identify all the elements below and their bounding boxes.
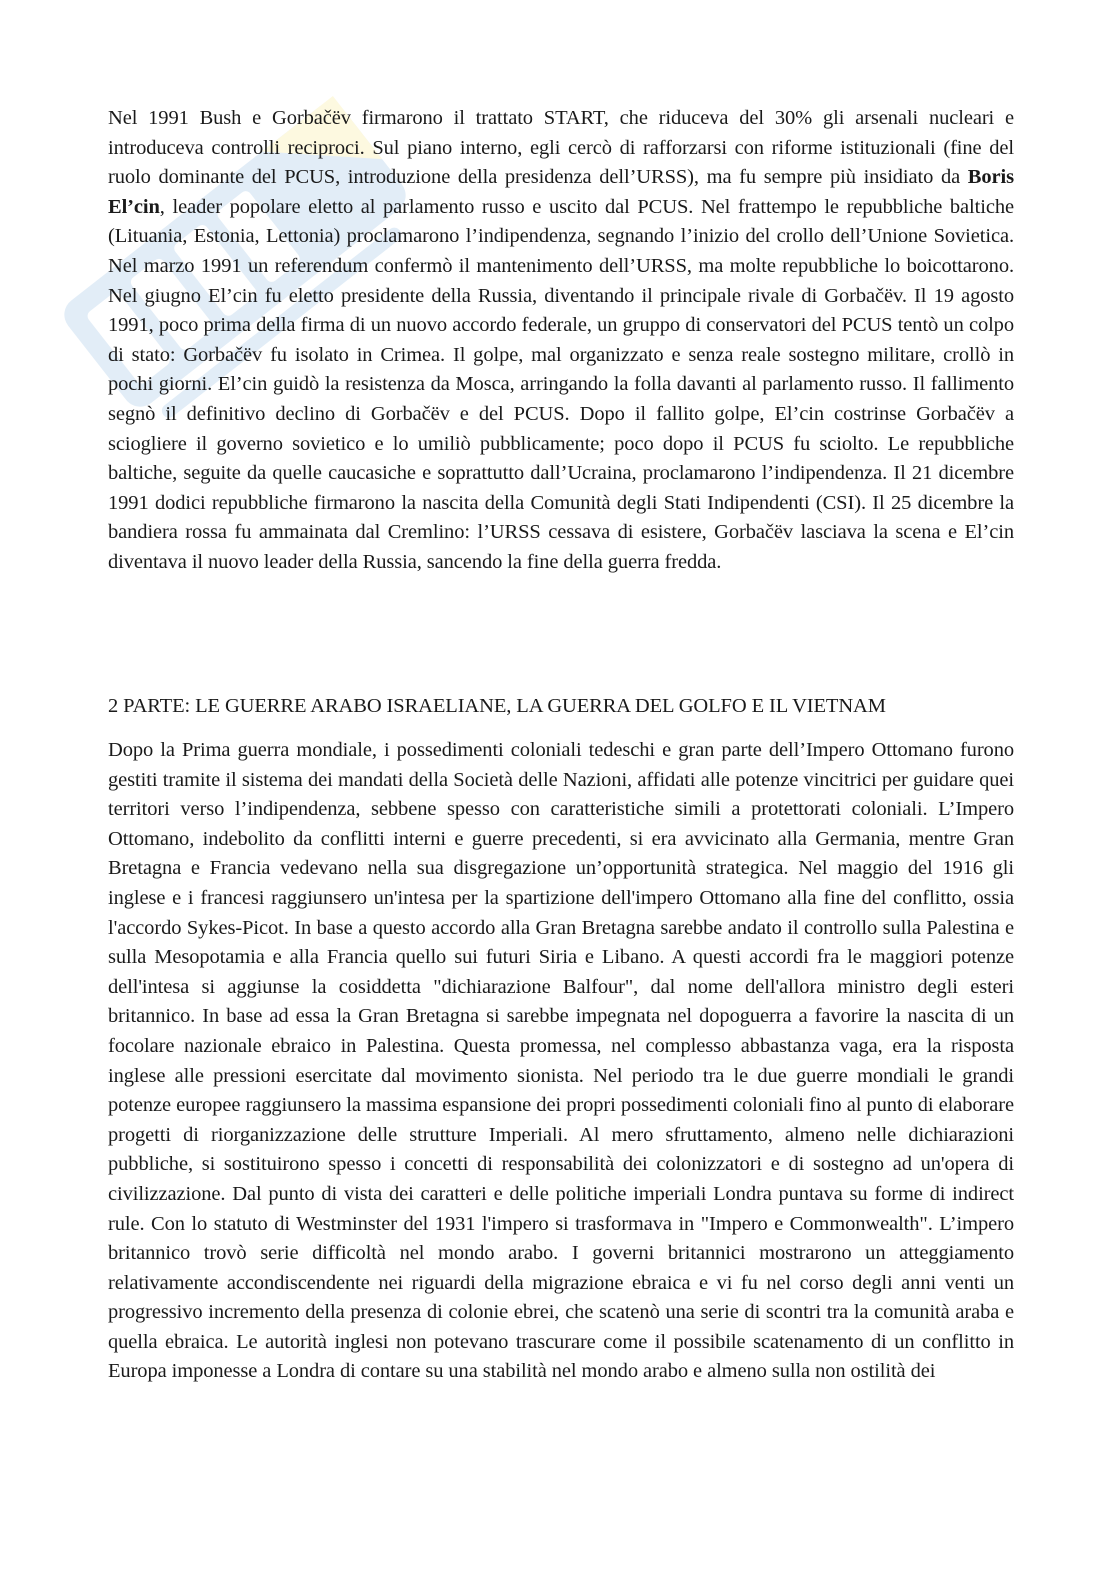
section-heading: 2 PARTE: LE GUERRE ARABO ISRAELIANE, LA GUERRA DEL GOLFO E IL VIETNAM bbox=[108, 695, 886, 717]
paragraph-1 bbox=[108, 104, 1014, 578]
paragraph-1-bold-name: Boris El’cin bbox=[108, 166, 1014, 218]
paragraph-2: Dopo la Prima guerra mondiale, i possedimenti coloniali tedeschi e gran parte dell’Impero Ottomano furono gestiti tramite il sistema dei mandati della Società delle Nazioni, affidati alle potenze vincitrici per guidare quei territori verso l’indipendenza, sebbene spesso con caratteristiche simili a protettorati coloniali. L’Impero Ottomano, indebolito da conflitti interni e guerre precedenti, si era avvicinato alla Germania, mentre Gran Bretagna e Francia vedevano nella sua disgregazione un’opportunità strategica. Nel maggio del 1916 gli inglese e i francesi raggiunsero un'intesa per la spartizione dell'impero Ottomano alla fine del conflitto, ossia l'accordo Sykes-Picot. In base a questo accordo alla Gran Bretagna sarebbe andato il controllo sulla Palestina e sulla Mesopotamia e alla Francia quello sui futuri Siria e Libano. A questi accordi fra le maggiori potenze dell'intesa si aggiunse la cosiddetta "dichiarazione Balfour", dal nome dell'allora ministro degli esteri britannico. In base ad essa la Gran Bretagna si sarebbe impegnata nel dopoguerra a favorire la nascita di un focolare nazionale ebraico in Palestina. Questa promessa, nel complesso abbastanza vaga, era la risposta inglese alle pressioni esercitate dal movimento sionista. Nel periodo tra le due guerre mondiali le grandi potenze europee raggiunsero la massima espansione dei propri possedimenti coloniali fino al punto di elaborare progetti di riorganizzazione delle strutture Imperiali. Al mero sfruttamento, almeno nelle dichiarazioni pubbliche, si sostituirono spesso i concetti di responsabilità dei colonizzatori e di sostegno ad un'opera di civilizzazione. Dal punto di vista dei caratteri e delle politiche imperiali Londra puntava su forme di indirect rule. Con lo statuto di Westminster del 1931 l'impero si trasformava in "Impero e Commonwealth". L’impero britannico trovò serie difficoltà nel mondo arabo. I governi britannici mostrarono un atteggiamento relativamente accondiscendente nei riguardi della migrazione ebraica e vi fu nel corso degli anni venti un progressivo incremento della presenza di colonie ebrei, che scatenò una serie di scontri tra la comunità araba e quella ebraica. Le autorità inglesi non potevano trascurare come il possibile scatenamento di un conflitto in Europa imponesse a Londra di contare su una stabilità nel mondo arabo e almeno sulla non ostilità dei bbox=[108, 739, 1014, 1383]
paragraph-1-text-after: , leader popolare eletto al parlamento russo e uscito dal PCUS. Nel frattempo le repubbliche baltiche (Lituania, Estonia, Lettonia) proclamarono l’indipendenza, segnando l’inizio del crollo dell’Unione Sovietica. Nel marzo 1991 un referendum confermò il mantenimento dell’URSS, ma molte repubbliche lo boicottarono. Nel giugno El’cin fu eletto presidente della Russia, diventando il principale rivale di Gorbačëv. Il 19 agosto 1991, poco prima della firma di un nuovo accordo federale, un gruppo di conservatori del PCUS tentò un colpo di stato: Gorbačëv fu isolato in Crimea. Il golpe, mal organizzato e senza reale sostegno militare, crollò in pochi giorni. El’cin guidò la resistenza da Mosca, arringando la folla davanti al parlamento russo. Il fallimento segnò il definitivo declino di Gorbačëv e del PCUS. Dopo il fallito golpe, El’cin costrinse Gorbačëv a sciogliere il governo sovietico e lo umiliò pubblicamente; poco dopo il PCUS fu sciolto. Le repubbliche baltiche, seguite da quelle caucasiche e soprattutto dall’Ucraina, proclamarono l’indipendenza. Il 21 dicembre 1991 dodici repubbliche firmarono la nascita della Comunità degli Stati Indipendenti (CSI). Il 25 dicembre la bandiera rossa fu ammainata dal Cremlino: l’URSS cessava di esistere, Gorbačëv lasciava la scena e El’cin diventava il nuovo leader della Russia, sancendo la fine della guerra fredda. bbox=[108, 195, 1014, 573]
paragraph-1-text-before: Nel 1991 Bush e Gorbačëv firmarono il trattato START, che riduceva del 30% gli arsenali nucleari e introduceva controlli reciproci. Sul piano interno, egli cercò di rafforzarsi con riforme istituzionali (fine del ruolo dominante del PCUS, introduzione della presidenza dell’URSS), ma fu sempre più insidiato da bbox=[108, 107, 1014, 189]
